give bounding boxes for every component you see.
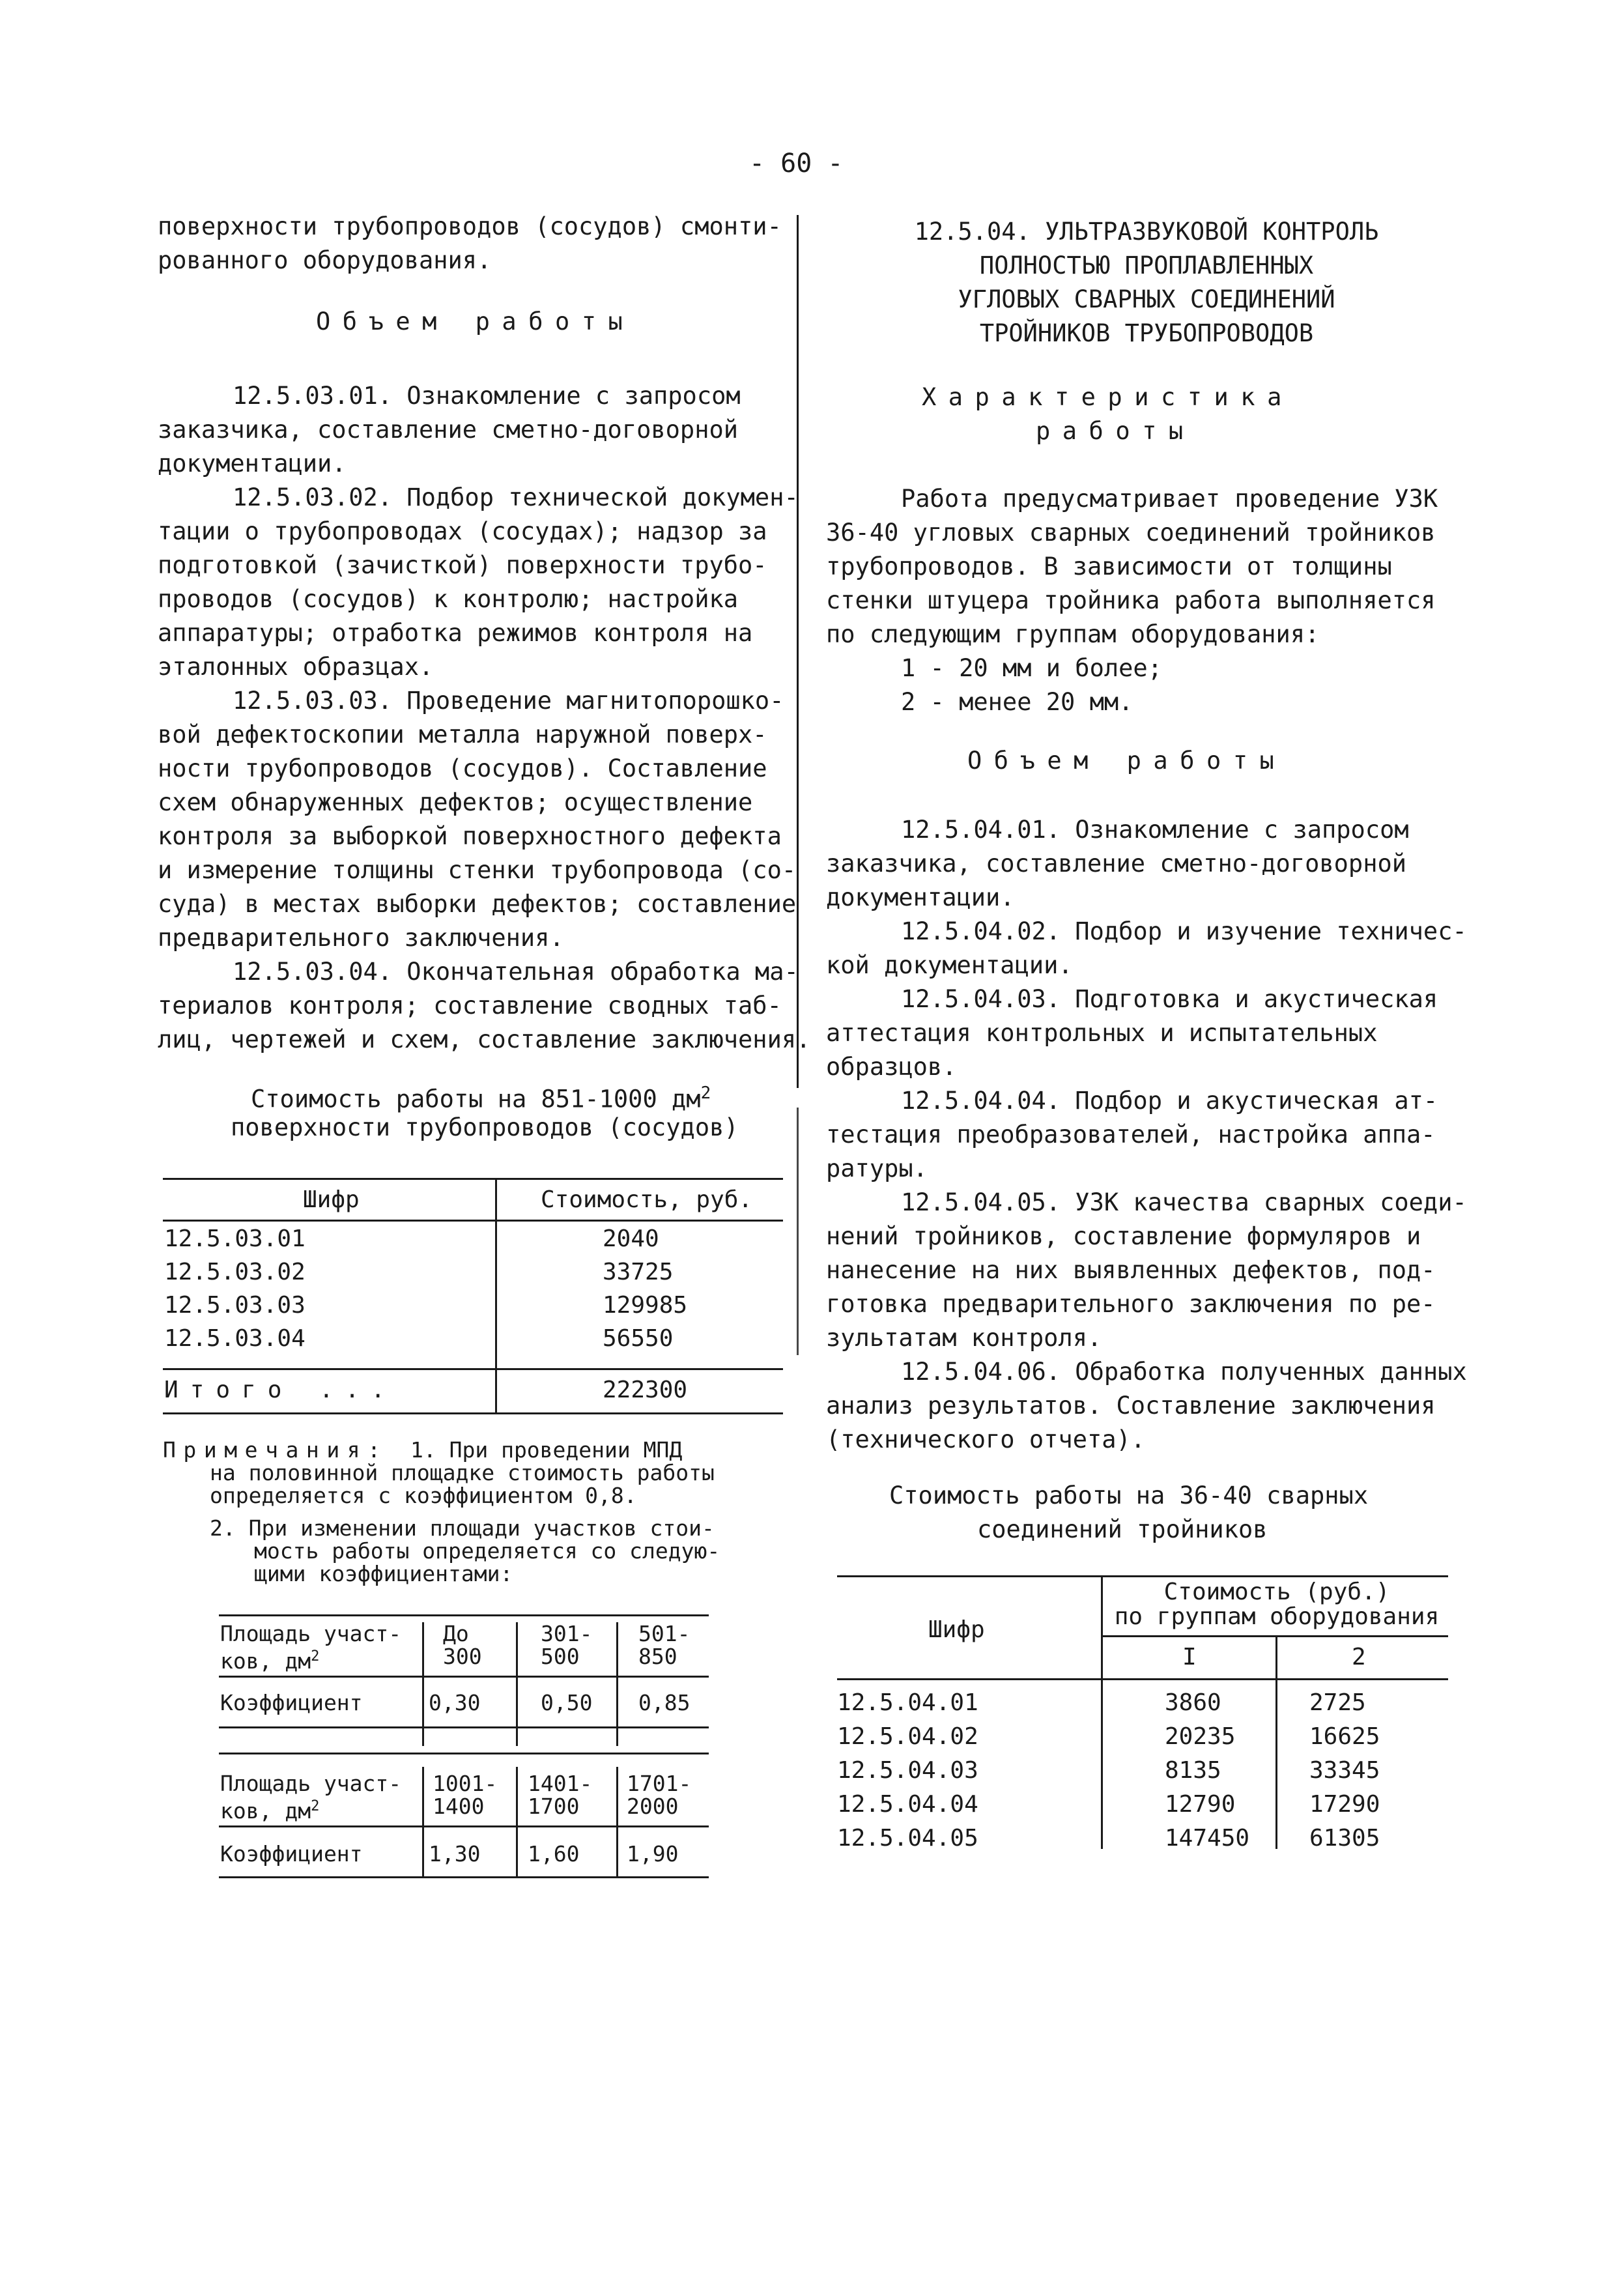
scope-heading-left: Объем работы bbox=[316, 308, 635, 336]
item-line: документации. bbox=[826, 883, 1015, 911]
row-g1: 12790 bbox=[1165, 1791, 1236, 1818]
header-cost: Стоимость, руб. bbox=[541, 1186, 753, 1213]
header-code: Шифр bbox=[928, 1616, 985, 1643]
row-code: 12.5.04.04 bbox=[837, 1791, 978, 1818]
item-line: схем обнаруженных дефектов; осуществление bbox=[158, 788, 753, 816]
item-line: 12.5.04.05. УЗК качества сварных соеди- bbox=[901, 1188, 1467, 1216]
row-g2: 17290 bbox=[1309, 1791, 1380, 1818]
item-line: 12.5.03.04. Окончательная обработка ма- bbox=[233, 958, 799, 986]
item-line: 12.5.04.06. Обработка полученных данных bbox=[901, 1358, 1467, 1386]
note1-line: на половинной площадке стоимость работы bbox=[210, 1460, 715, 1485]
item-line: готовка предварительного заключения по ре- bbox=[826, 1290, 1436, 1318]
coef-value: 1,60 bbox=[528, 1841, 580, 1867]
note-label: Примечания: bbox=[163, 1437, 388, 1463]
total-value: 222300 bbox=[603, 1377, 688, 1403]
right-items bbox=[826, 813, 1467, 1457]
row-cost: 33725 bbox=[603, 1259, 674, 1285]
cost-title-left-line2: поверхности трубопроводов (сосудов) bbox=[231, 1113, 739, 1141]
row-code: 12.5.03.03 bbox=[164, 1292, 306, 1319]
item-line: анализ результатов. Составление заключения bbox=[826, 1392, 1436, 1420]
note1-line: 1. При проведении МПД bbox=[410, 1437, 683, 1463]
item-line: тестация преобразователей, настройка аппа- bbox=[826, 1121, 1436, 1149]
coef-label: Коэффициент bbox=[220, 1841, 363, 1867]
char-paragraph bbox=[826, 482, 1438, 719]
row-code: 12.5.04.01 bbox=[837, 1689, 978, 1716]
item-line: вой дефектоскопии металла наружной поверх- bbox=[158, 721, 767, 749]
char-line: 36-40 угловых сварных соединений тройников bbox=[826, 519, 1436, 547]
row-g1: 147450 bbox=[1165, 1825, 1250, 1852]
row-cost: 129985 bbox=[603, 1292, 688, 1319]
header-cost: Стоимость (руб.) bbox=[1163, 1579, 1390, 1605]
item-line: суда) в местах выборки дефектов; составление bbox=[158, 890, 797, 918]
range: 1700 bbox=[528, 1794, 580, 1819]
item-line: териалов контроля; составление сводных таб- bbox=[158, 992, 782, 1020]
page-number: - 60 - bbox=[749, 149, 844, 179]
item-line: заказчика, составление сметно-договорной bbox=[158, 416, 739, 444]
note1-line: определяется с коэффициентом 0,8. bbox=[210, 1483, 637, 1508]
cost-title-right-line2: соединений тройников bbox=[977, 1515, 1268, 1543]
range: 300 bbox=[443, 1644, 482, 1669]
column-divider-lower bbox=[797, 1108, 799, 1355]
row-cost: 2040 bbox=[603, 1225, 659, 1252]
range: До bbox=[443, 1621, 469, 1646]
row-g1: 3860 bbox=[1165, 1689, 1221, 1716]
row-g2: 16625 bbox=[1309, 1723, 1380, 1750]
area-label: Площадь участ- bbox=[220, 1771, 402, 1796]
item-line: тации о трубопроводах (сосудах); надзор за bbox=[158, 517, 767, 545]
row-code: 12.5.03.01 bbox=[164, 1225, 306, 1252]
row-code: 12.5.03.04 bbox=[164, 1325, 306, 1352]
area-label: Площадь участ- bbox=[220, 1621, 402, 1646]
cost-title-right: Стоимость работы на 36-40 сварных bbox=[889, 1481, 1369, 1510]
char-line: трубопроводов. В зависимости от толщины bbox=[826, 552, 1392, 580]
item-line: проводов (сосудов) к контролю; настройка bbox=[158, 585, 739, 613]
range: 1401- bbox=[528, 1771, 593, 1796]
item-line: документации. bbox=[158, 450, 347, 478]
range: 301- bbox=[541, 1621, 593, 1646]
header-cost-sub: по группам оборудования bbox=[1114, 1603, 1440, 1630]
item-line: нанесение на них выявленных дефектов, под- bbox=[826, 1256, 1436, 1284]
item-line: 12.5.04.04. Подбор и акустическая ат- bbox=[901, 1087, 1438, 1115]
char-line: стенки штуцера тройника работа выполняется bbox=[826, 586, 1436, 614]
item-line: предварительного заключения. bbox=[158, 924, 564, 952]
item-line: зультатам контроля. bbox=[826, 1324, 1102, 1352]
group-1-header: I bbox=[1182, 1644, 1197, 1670]
row-g1: 8135 bbox=[1165, 1757, 1221, 1784]
item-line: ратуры. bbox=[826, 1154, 928, 1182]
item-line: эталонных образцах. bbox=[158, 653, 434, 681]
item-line: ности трубопроводов (сосудов). Составление bbox=[158, 754, 767, 782]
char-line: по следующим группам оборудования: bbox=[826, 620, 1320, 648]
range: 1701- bbox=[627, 1771, 692, 1796]
item-line: нений тройников, составление формуляров и bbox=[826, 1222, 1421, 1250]
note2-line: мость работы определяется со следую- bbox=[254, 1538, 720, 1564]
item-line: аппаратуры; отработка режимов контроля на bbox=[158, 619, 753, 647]
scope-heading-right: Объем работы bbox=[967, 747, 1287, 775]
item-line: контроля за выборкой поверхностного дефекта bbox=[158, 822, 782, 850]
item-line: 12.5.03.03. Проведение магнитопорошко- bbox=[233, 687, 784, 715]
note2-line: щими коэффициентами: bbox=[254, 1561, 513, 1586]
coef-label: Коэффициент bbox=[220, 1690, 363, 1715]
row-g1: 20235 bbox=[1165, 1723, 1236, 1750]
item-line: лиц, чертежей и схем, составление заключения. bbox=[158, 1025, 811, 1053]
area-label: ков, $дм^2$ bbox=[220, 1798, 320, 1824]
coef-value: 1,90 bbox=[627, 1841, 679, 1867]
row-code: 12.5.04.02 bbox=[837, 1723, 978, 1750]
left-items bbox=[158, 379, 810, 1057]
item-line: 12.5.03.01. Ознакомление с запросом bbox=[233, 382, 741, 410]
intro-line: рованного оборудования. bbox=[158, 246, 492, 274]
char-heading-2: работы bbox=[1036, 417, 1195, 445]
group-2-header: 2 bbox=[1352, 1644, 1366, 1670]
note2-line: 2. При изменении площади участков стои- bbox=[210, 1515, 715, 1541]
item-line: 12.5.04.02. Подбор и изучение техничес- bbox=[901, 917, 1467, 945]
range: 1001- bbox=[433, 1771, 498, 1796]
coef-value: 0,50 bbox=[541, 1690, 593, 1715]
coef-value: 0,30 bbox=[429, 1690, 481, 1715]
row-code: 12.5.04.03 bbox=[837, 1757, 978, 1784]
group-line: 2 - менее 20 мм. bbox=[901, 688, 1133, 716]
heading-line: УГЛОВЫХ СВАРНЫХ СОЕДИНЕНИЙ bbox=[958, 285, 1335, 313]
item-line: кой документации. bbox=[826, 951, 1073, 979]
cost-title-left: Стоимость работы на 851-1000 $дм^2$ bbox=[251, 1083, 711, 1113]
heading-line: ПОЛНОСТЬЮ ПРОПЛАВЛЕННЫХ bbox=[979, 251, 1314, 279]
range: 501- bbox=[638, 1621, 691, 1646]
total-label: Итого ... bbox=[164, 1377, 397, 1403]
row-g2: 61305 bbox=[1309, 1825, 1380, 1852]
area-label: ков, $дм^2$ bbox=[220, 1648, 320, 1674]
header-code: Шифр bbox=[303, 1186, 360, 1213]
intro-line: поверхности трубопроводов (сосудов) смонти- bbox=[158, 212, 782, 240]
row-code: 12.5.04.05 bbox=[837, 1825, 978, 1852]
item-line: заказчика, составление сметно-договорной bbox=[826, 850, 1407, 878]
item-line: (технического отчета). bbox=[826, 1425, 1146, 1453]
item-line: и измерение толщины стенки трубопровода (со- bbox=[158, 856, 797, 884]
row-code: 12.5.03.02 bbox=[164, 1259, 306, 1285]
row-g2: 2725 bbox=[1309, 1689, 1366, 1716]
coef-value: 0,85 bbox=[638, 1690, 691, 1715]
item-line: подготовкой (зачисткой) поверхности трубо- bbox=[158, 551, 767, 579]
coef-value: 1,30 bbox=[429, 1841, 481, 1867]
section-heading-right bbox=[840, 215, 1453, 351]
item-line: образцов. bbox=[826, 1053, 957, 1081]
heading-line: ТРОЙНИКОВ ТРУБОПРОВОДОВ bbox=[979, 319, 1314, 347]
char-heading: Характеристика bbox=[922, 383, 1294, 411]
range: 2000 bbox=[627, 1794, 679, 1819]
range: 850 bbox=[638, 1644, 677, 1669]
range: 500 bbox=[541, 1644, 580, 1669]
item-line: 12.5.04.01. Ознакомление с запросом bbox=[901, 816, 1409, 844]
char-line: Работа предусматривает проведение УЗК bbox=[901, 485, 1438, 513]
item-line: 12.5.03.02. Подбор технической докумен- bbox=[233, 483, 799, 511]
heading-line: 12.5.04. УЛЬТРАЗВУКОВОЙ КОНТРОЛЬ bbox=[914, 218, 1379, 246]
row-cost: 56550 bbox=[603, 1325, 674, 1352]
range: 1400 bbox=[433, 1794, 485, 1819]
item-line: аттестация контрольных и испытательных bbox=[826, 1019, 1378, 1047]
group-line: 1 - 20 мм и более; bbox=[901, 654, 1162, 682]
item-line: 12.5.04.03. Подготовка и акустическая bbox=[901, 985, 1438, 1013]
row-g2: 33345 bbox=[1309, 1757, 1380, 1784]
